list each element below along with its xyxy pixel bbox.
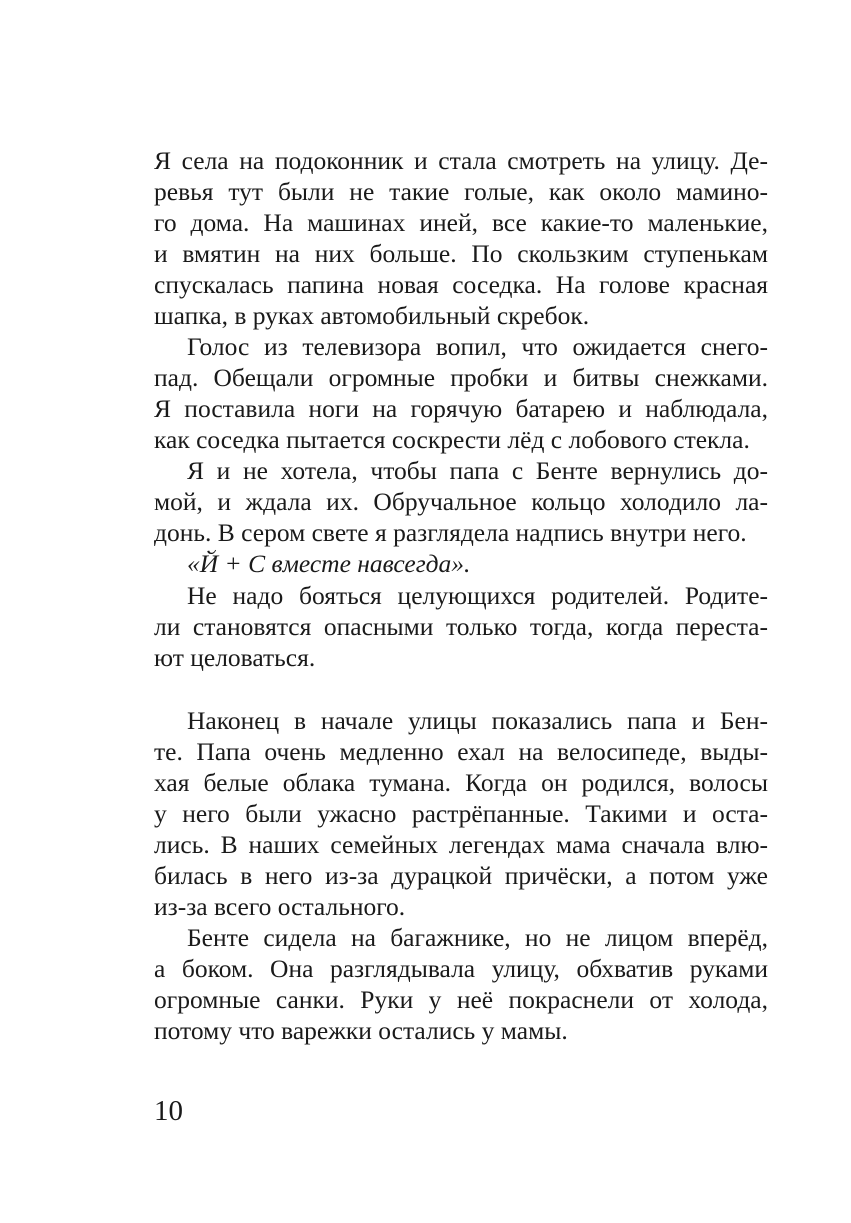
- text-line: ют целоваться.: [154, 643, 316, 672]
- text-line: хая белые облака тумана. Когда он родился, волосы: [154, 768, 768, 797]
- text-line: как соседка пытается соскрести лёд с лобового стекла.: [154, 425, 750, 454]
- text-line: у него были ужасно растрёпанные. Такими и оста-: [154, 799, 768, 828]
- text-line: из-за всего остального.: [154, 892, 406, 921]
- text-line: шапка, в руках автомобильный скребок.: [154, 301, 590, 330]
- text-line: мой, и ждала их. Обручальное кольцо холодило ла-: [154, 487, 768, 516]
- text-line: лись. В наших семейных легендах мама сначала влю-: [154, 830, 768, 859]
- page-number: 10: [154, 1095, 183, 1127]
- text-line: билась в него из-за дурацкой причёски, а потом уже: [154, 861, 768, 890]
- text-line: те. Папа очень медленно ехал на велосипеде, выды-: [154, 737, 768, 766]
- text-line: Не надо бояться целующихся родителей. Родите-: [187, 581, 768, 610]
- text-line: Голос из телевизора вопил, что ожидается снего-: [187, 332, 768, 361]
- text-line: донь. В сером свете я разглядела надпись внутри него.: [154, 518, 747, 547]
- text-line: и вмятин на них больше. По скользким ступенькам: [154, 239, 768, 268]
- text-line: пад. Обещали огромные пробки и битвы снежками.: [154, 363, 768, 392]
- text-line: Наконец в начале улицы показались папа и Бен-: [187, 706, 768, 735]
- text-line: Я и не хотела, чтобы папа с Бенте вернулись до-: [187, 456, 768, 485]
- text-line: а боком. Она разглядывала улицу, обхватив руками: [154, 954, 768, 983]
- text-line: потому что варежки остались у мамы.: [154, 1016, 568, 1045]
- italic-quote-line: «Й + С вместе навсегда».: [187, 549, 471, 578]
- text-line: ли становятся опасными только тогда, когда переста-: [154, 612, 768, 641]
- text-line: Бенте сидела на багажнике, но не лицом вперёд,: [187, 923, 768, 952]
- text-line: ревья тут были не такие голые, как около мамино-: [154, 177, 768, 206]
- text-line: спускалась папина новая соседка. На голове красная: [154, 270, 768, 299]
- text-line: огромные санки. Руки у неё покраснели от холода,: [154, 985, 768, 1014]
- text-line: Я села на подоконник и стала смотреть на улицу. Де-: [154, 146, 768, 175]
- text-line: Я поставила ноги на горячую батарею и наблюдала,: [154, 394, 768, 423]
- text-line: го дома. На машинах иней, все какие-то маленькие,: [154, 208, 768, 237]
